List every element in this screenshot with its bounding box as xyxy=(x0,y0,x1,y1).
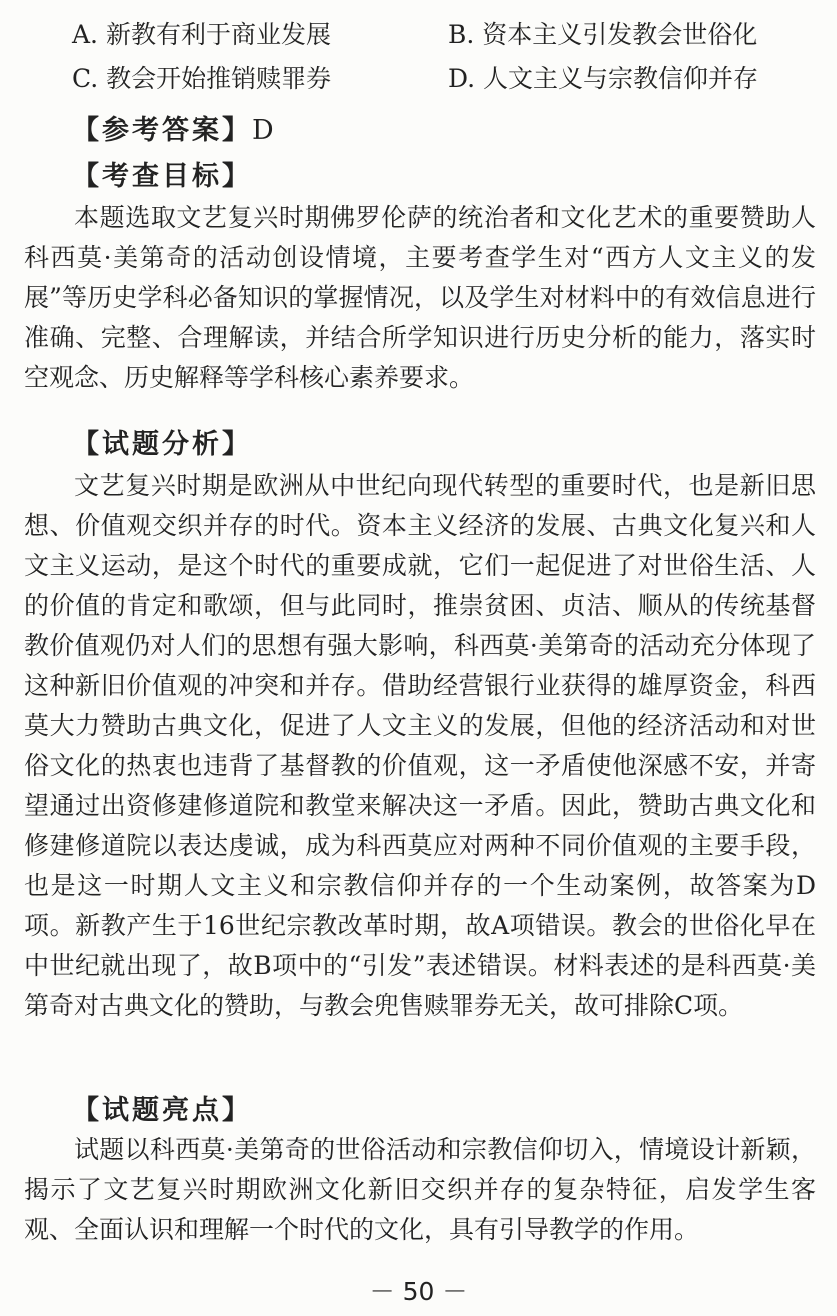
option-d: D. 人文主义与宗教信仰并存 xyxy=(448,64,759,93)
page-number: － 50 － xyxy=(369,1277,468,1306)
analysis-paragraph: 文艺复兴时期是欧洲从中世纪向现代转型的重要时代，也是新旧思想、价值观交织并存的时代。资本主义经济的发展、古典文化复兴和人文主义运动，是这个时代的重要成就，它们一起促进了对世俗生活、人的价值的肯定和歌颂，但与此同时，推崇贫困、贞洁、顺从的传统基督教价值观仍对人们的思想有强大影响，科西莫·美第奇的活动充分体现了这种新旧价值观的冲突和并存。借助经营银行业获得的雄厚资金，科西莫大力赞助古典文化，促进了人文主义的发展，但他的经济活动和对世俗文化的热衷也违背了基督教的价值观，这一矛盾使他深感不安，并寄望通过出资修建修道院和教堂来解决这一矛盾。因此，赞助古典文化和修建修道院以表达虔诚，成为科西莫应对两种不同价值观的主要手段，也是这一时期人文主义和宗教信仰并存的一个生动案例，故答案为D项。新教产生于16世纪宗教改革时期，故A项错误。教会的世俗化早在中世纪就出现了，故B项中的“引发”表述错误。材料表述的是科西莫·美第奇对古典文化的赞助，与教会兜售赎罪券无关，故可排除C项。 xyxy=(24,471,816,1020)
highlights-paragraph: 试题以科西莫·美第奇的世俗活动和宗教信仰切入，情境设计新颖，揭示了文艺复兴时期欧洲文化新旧交织并存的复杂特征，启发学生客观、全面认识和理解一个时代的文化，具有引导教学的作用。 xyxy=(24,1135,816,1244)
objective-paragraph: 本题选取文艺复兴时期佛罗伦萨的统治者和文化艺术的重要赞助人科西莫·美第奇的活动创设情境，主要考查学生对“西方人文主义的发展”等历史学科必备知识的掌握情况，以及学生对材料中的有效信息进行准确、完整、合理解读，并结合所学知识进行历史分析的能力，落实时空观念、历史解释等学科核心素养要求。 xyxy=(24,203,816,392)
option-b: B. 资本主义引发教会世俗化 xyxy=(448,20,758,49)
answer-section xyxy=(72,108,274,147)
objective-heading: 【考查目标】 xyxy=(72,161,252,192)
option-c: C. 教会开始推销赎罪券 xyxy=(72,64,332,93)
analysis-heading: 【试题分析】 xyxy=(72,429,252,460)
option-a: A. 新教有利于商业发展 xyxy=(72,20,331,49)
answer-value: D xyxy=(252,115,274,146)
highlights-heading: 【试题亮点】 xyxy=(72,1095,252,1126)
answer-heading: 【参考答案】 xyxy=(72,115,252,146)
